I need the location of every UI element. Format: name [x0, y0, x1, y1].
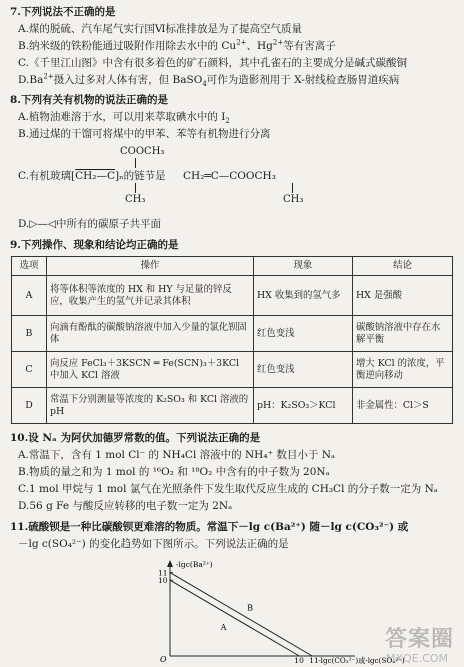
- q11-stem-cont: －lg c(SO₄²⁻) 的变化趋势如下图所示。下列说法正确的是: [18, 538, 289, 550]
- q11-chart: [150, 558, 405, 665]
- y-axis-label: -lgc(Ba²⁺): [176, 560, 213, 569]
- q11-stem: 11.硫酸钡是一种比碳酸钡更难溶的物质。常温下－lg c(Ba²⁺) 随－lg c(CO₃²⁻) 或: [10, 521, 409, 533]
- y-tick-label: 10: [158, 576, 168, 586]
- q10-option-c: C.1 mol 甲烷与 1 mol 氯气在光照条件下发生取代反应生成的 CH₃Cl 的分子数一定为 Nₐ: [18, 483, 438, 495]
- q10-option-d: D.56 g Fe 与酸反应转移的电子数一定为 2Nₐ: [18, 500, 233, 512]
- series-line-a: [170, 580, 299, 656]
- series-label-a: A: [220, 623, 227, 633]
- y-axis-arrow: [167, 560, 173, 567]
- series-line-b: [170, 573, 312, 656]
- table-row: A 将等体积等浓度的 HX 和 HY 与足量的锌反应，收集产生的氢气并记录其体积 HX 收集到的氢气多 HX 是强酸: [12, 276, 453, 316]
- q8-link-bottom-group: CH₃: [283, 194, 304, 205]
- q8-link-bond-down: [292, 183, 294, 193]
- q8-c-bond-down: [135, 183, 137, 193]
- y-tick-label: 11: [158, 568, 168, 578]
- origin-label: O: [160, 655, 167, 664]
- q7-option-a: A.煤的脱硫、汽车尾气实行国Ⅵ标准排放是为了提高空气质量: [18, 23, 302, 35]
- q10-option-b: B.物质的量之和为 1 mol 的 ¹⁶O₂ 和 ¹⁸O₂ 中含有的中子数为 20Nₐ: [18, 466, 330, 478]
- table-header-row: [12, 257, 453, 276]
- q9-table: [11, 256, 453, 424]
- q8-option-a: A.植物油难溶于水，可以用来萃取碘水中的 $I_2$: [18, 111, 230, 126]
- q8-c-top-group: COOCH₃: [120, 146, 165, 157]
- table-row: D 常温下分别测量等浓度的 K₂SO₃ 和 KCl 溶液的 pH pH：K₂SO₃＞KCl 非金属性：Cl＞S: [12, 388, 453, 424]
- q8-option-b: B.通过煤的干馏可将煤中的甲苯、苯等有机物进行分离: [18, 128, 271, 140]
- q8-c-bond-up: [135, 158, 137, 168]
- q9-stem: 9.下列操作、现象和结论均正确的是: [10, 239, 179, 251]
- x-tick-label: 10: [294, 656, 304, 665]
- q7-stem: 7.下列说法不正确的是: [10, 6, 116, 18]
- watermark-url: MXQE.COM: [386, 652, 448, 665]
- col-phenomenon: 现象: [254, 257, 353, 276]
- x-axis-label: -lgc(CO₃²⁻)或-lgc(SO₄²⁻): [318, 656, 405, 665]
- q8-option-c: C.有机玻璃[CH₂—C]ₙ的链节是 CH₂═C—COOCH₃: [18, 170, 276, 182]
- watermark-logo: 答案圈: [384, 627, 454, 652]
- q8-option-d: D.▷—◁中所有的碳原子共平面: [18, 218, 162, 230]
- q7-option-b: B.纳米级的铁粉能通过吸附作用除去水中的 $Cu^{2+}$、$Hg^{2+}$等有害离子: [18, 38, 336, 52]
- series-label-b: B: [247, 603, 254, 613]
- col-option: 选项: [12, 257, 47, 276]
- table-row: B 向滴有酚酞的碳酸钠溶液中加入少量的氯化钡固体 红色变浅 碳酸钠溶液中存在水解平衡: [12, 316, 453, 352]
- q7-option-c: C.《千里江山图》中含有很多着色的矿石颜料，其中孔雀石的主要成分是碱式碳酸铜: [18, 57, 407, 69]
- col-conclusion: 结论: [353, 257, 453, 276]
- x-tick-label: 11: [309, 656, 319, 665]
- q10-stem: 10.设 Nₐ 为阿伏加德罗常数的值。下列说法正确的是: [10, 432, 261, 444]
- q10-option-a: A.常温下，含有 1 mol Cl⁻ 的 NH₄Cl 溶液中的 NH₄⁺ 数目小于 Nₐ: [18, 449, 335, 461]
- q8-c-bottom-group: CH₃: [125, 194, 146, 205]
- q8-stem: 8.下列有关有机物的说法正确的是: [10, 94, 168, 106]
- col-operation: 操作: [47, 257, 254, 276]
- table-row: C 向反应 FeCl₃＋3KSCN ═ Fe(SCN)₃＋3KCl 中加入 KCl 溶液 红色变浅 增大 KCl 的浓度，平衡逆向移动: [12, 352, 453, 388]
- q7-option-d: $D.Ba^{2+}$摄入过多对人体有害，但 BaSO$_4$可作为造影剂用于 X-射线检查肠胃道疾病: [18, 72, 400, 89]
